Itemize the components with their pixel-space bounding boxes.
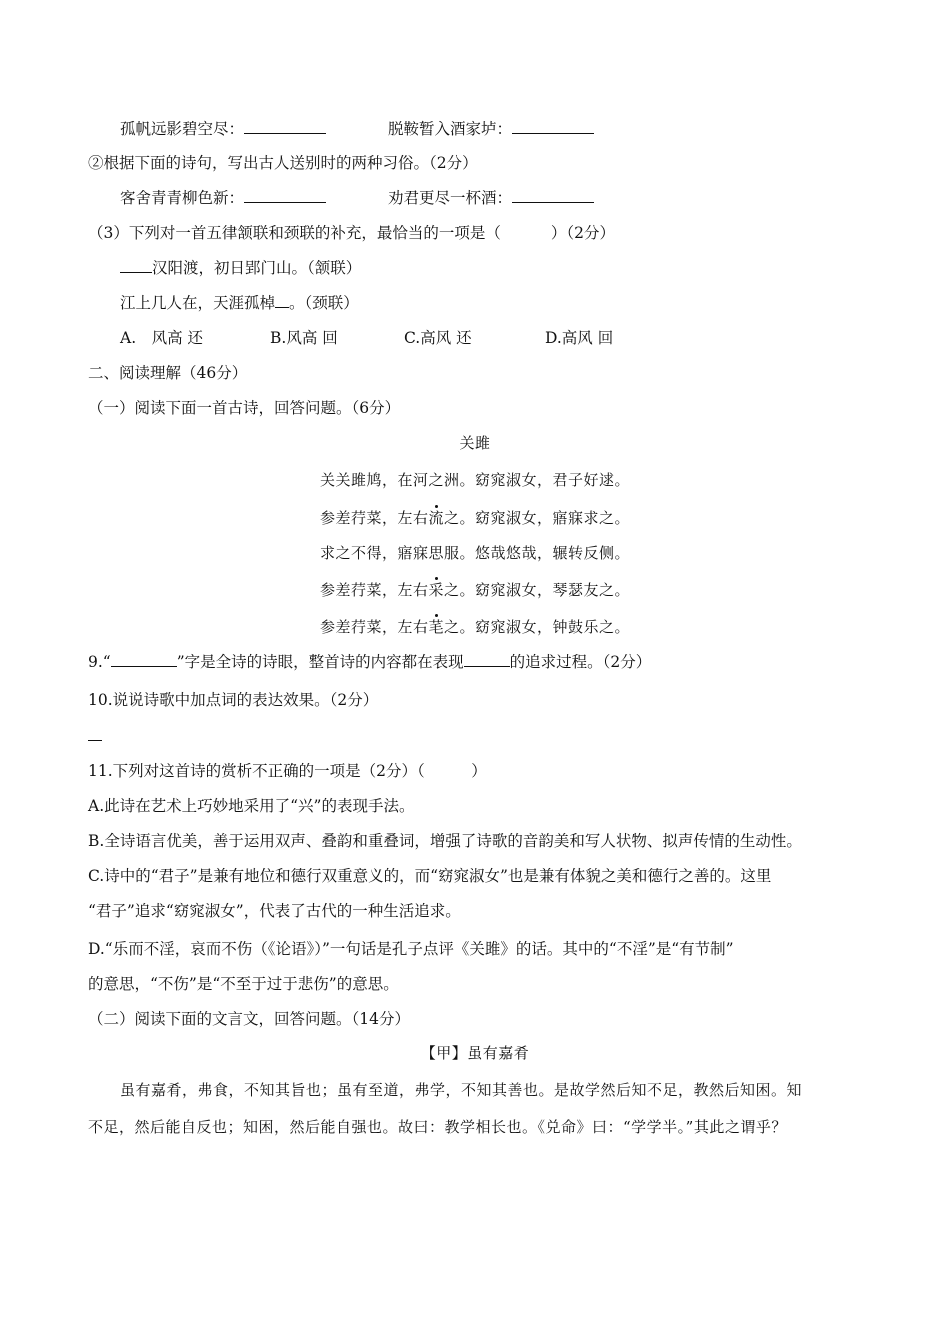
q9-a: 9.“ bbox=[88, 653, 111, 671]
pair1-left bbox=[120, 118, 326, 140]
q9-c: 的追求过程。（2分） bbox=[509, 653, 652, 671]
poem-line bbox=[0, 507, 950, 529]
answer-blank[interactable] bbox=[244, 187, 326, 203]
q3-title-b: ）（2分） bbox=[550, 224, 615, 242]
pair2-left bbox=[120, 187, 326, 209]
q3-line1 bbox=[120, 257, 361, 279]
option-a: A. 风高 还 bbox=[120, 329, 204, 347]
poem-line-text: 关关雎鸠，在河之洲。窈窕淑女，君子好逑。 bbox=[319, 471, 630, 489]
poem-title: 关雎 bbox=[459, 434, 491, 452]
q11-option: D.“乐而不淫，哀而不伤（《论语》）”一句话是孔子点评《关雎》的话。其中的“不淫”是“有节制” bbox=[88, 940, 734, 958]
pair1-right-text: 脱鞍暂入酒家垆： bbox=[388, 120, 513, 138]
pair2-left-text: 客舍青青柳色新： bbox=[120, 189, 245, 207]
pair1-right bbox=[388, 118, 594, 140]
poem-line-pre: 参差荇菜，左右 bbox=[319, 618, 429, 636]
answer-blank[interactable] bbox=[244, 118, 326, 134]
pair1-left-text: 孤帆远影碧空尽： bbox=[120, 120, 245, 138]
answer-blank[interactable] bbox=[120, 257, 152, 273]
option-c: C.高风 还 bbox=[404, 329, 472, 347]
q3-line2 bbox=[120, 292, 359, 314]
poem-line bbox=[0, 542, 950, 564]
q11-option: “君子”追求“窈窕淑女”，代表了古代的一种生活追求。 bbox=[88, 902, 461, 920]
q9 bbox=[88, 651, 651, 673]
poem-line bbox=[0, 616, 950, 638]
q11-option: C.诗中的“君子”是兼有地位和德行双重意义的，而“窈窕淑女”也是兼有体貌之美和德行之善的。这里 bbox=[88, 867, 772, 885]
poem-line-post: 之。窈窕淑女，琴瑟友之。 bbox=[444, 581, 631, 599]
q3-line2-b: 。（颈联） bbox=[289, 294, 359, 312]
q9-b: ”字是全诗的诗眼，整首诗的内容都在表现 bbox=[176, 653, 464, 671]
pair2-right bbox=[388, 187, 594, 209]
q3-line2-a: 江上几人在，天涯孤棹 bbox=[120, 294, 276, 312]
q11: 11.下列对这首诗的赏析不正确的一项是（2分）（ ） bbox=[88, 762, 487, 780]
poem-line-post: 之。窈窕淑女，寤寐求之。 bbox=[444, 509, 631, 527]
answer-blank[interactable] bbox=[464, 651, 510, 667]
q2-title: ②根据下面的诗句，写出古人送别时的两种习俗。（2分） bbox=[88, 154, 478, 172]
poem-line-pre: 参差荇菜，左右 bbox=[319, 581, 429, 599]
pair2-right-text: 劝君更尽一杯酒： bbox=[388, 189, 513, 207]
option-d: D.高风 回 bbox=[545, 329, 614, 347]
dotted-word: 流 bbox=[428, 509, 444, 527]
answer-line[interactable] bbox=[88, 740, 102, 741]
q11-option: B.全诗语言优美，善于运用双声、叠韵和重叠词，增强了诗歌的音韵美和写人状物、拟声传情的生动性。 bbox=[88, 832, 802, 850]
poem-line-text: 求之不得，寤寐思服。悠哉悠哉，辗转反侧。 bbox=[319, 544, 630, 562]
q11-option: A.此诗在艺术上巧妙地采用了“兴”的表现手法。 bbox=[88, 797, 415, 815]
poem-line bbox=[0, 469, 950, 491]
q10: 10.说说诗歌中加点词的表达效果。（2分） bbox=[88, 691, 379, 709]
text-line: 虽有嘉肴，弗食，不知其旨也；虽有至道，弗学，不知其善也。是故学然后知不足，教然后知困。知 bbox=[120, 1081, 803, 1099]
answer-blank[interactable] bbox=[275, 292, 289, 308]
dotted-word: 采 bbox=[428, 581, 444, 599]
option-b: B.风高 回 bbox=[270, 329, 338, 347]
answer-blank[interactable] bbox=[111, 651, 177, 667]
q11-option: 的意思，“不伤”是“不至于过于悲伤”的意思。 bbox=[88, 975, 399, 993]
q3-title-a: （3）下列对一首五律颔联和颈联的补充，最恰当的一项是（ bbox=[88, 224, 501, 242]
poem-line bbox=[0, 579, 950, 601]
answer-blank[interactable] bbox=[512, 118, 594, 134]
poem-line-post: 之。窈窕淑女，钟鼓乐之。 bbox=[444, 618, 631, 636]
answer-blank[interactable] bbox=[512, 187, 594, 203]
section2-heading: 二、阅读理解（46分） bbox=[88, 364, 248, 382]
q3-title bbox=[88, 222, 615, 244]
text-title: 【甲】虽有嘉肴 bbox=[420, 1044, 530, 1062]
part2-title: （二）阅读下面的文言文，回答问题。（14分） bbox=[88, 1010, 410, 1028]
text-line: 不足，然后能自反也；知困，然后能自强也。故曰：教学相长也。《兑命》曰：“学学半。”其此之谓乎？ bbox=[88, 1118, 787, 1136]
poem-line-pre: 参差荇菜，左右 bbox=[319, 509, 429, 527]
part1-title: （一）阅读下面一首古诗，回答问题。（6分） bbox=[88, 399, 401, 417]
q3-line1-text: 汉阳渡，初日郢门山。（颔联） bbox=[152, 259, 362, 277]
dotted-word: 芼 bbox=[428, 618, 444, 636]
